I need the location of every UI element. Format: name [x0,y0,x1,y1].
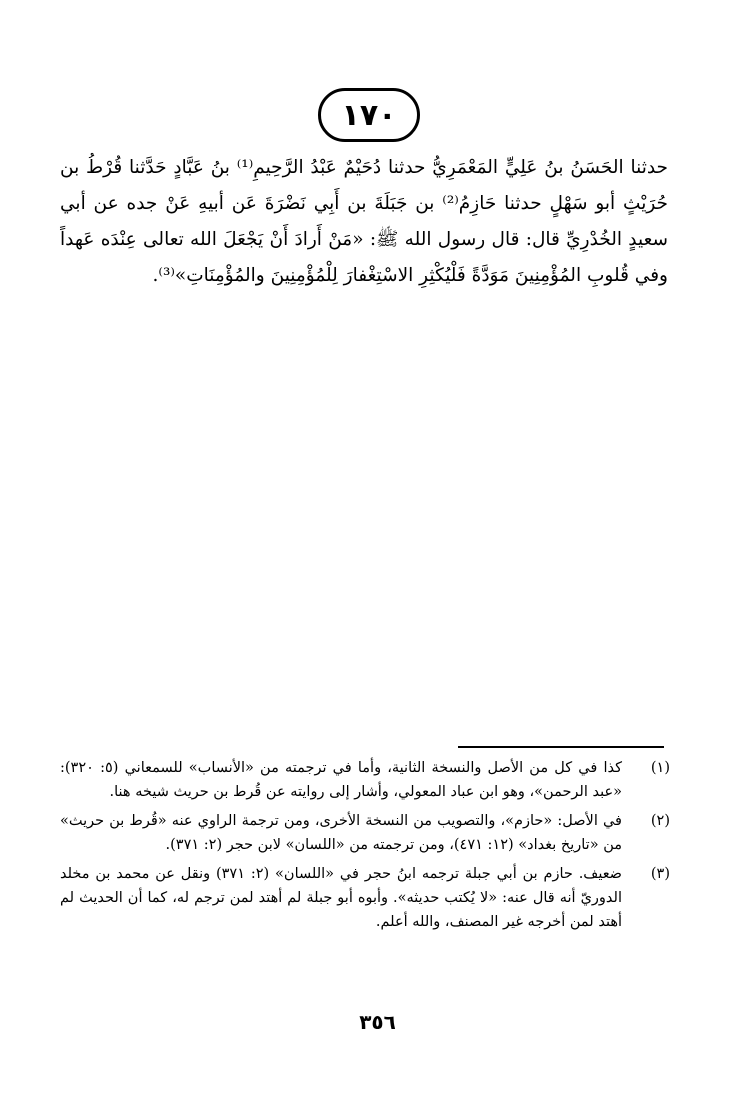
footnote-3 [60,862,670,934]
footnote-number: (٢) [650,813,670,829]
hadith-text: حدثنا الحَسَنُ بنُ عَلِيٍّ المَعْمَرِيُّ حدثنا دُحَيْمٌ عَبْدُ الرَّحِيمِ⁽¹⁾ بنُ عَبَّادٍ حَدَّثنا قُرْطُ بن حُرَيْثٍ أبو سَهْلٍ حدثنا حَازِمُ⁽²⁾ بن جَبَلَةَ بن أَبِي نَضْرَةَ عَن أبيهِ عَنْ جده عن أبي سعيدٍ الخُدْرِيِّ قال: قال رسول الله ﷺ: «مَنْ أَرادَ أَنْ يَجْعَلَ الله تعالى عِنْدَه عَهداً وفي قُلوبِ المُؤْمِنِينَ مَوَدَّةً فَلْيُكْثِرِ الاسْتِغْفارَ لِلْمُؤْمِنِينَ والمُؤْمِنَاتِ»⁽³⁾. [60,157,668,286]
footnotes-section [60,756,670,939]
footnote-text: في الأصل: «حازم»، والتصويب من النسخة الأخرى، ومن ترجمة الراوي عنه «قُرط بن حريث» من «تاريخ بغداد» (١٢: ٤٧١)، ومن ترجمته من «اللسان» لابن حجر (٢: ٣٧١). [60,813,622,853]
hadith-text-block [60,150,668,294]
page-number: ٣٥٦ [359,1010,396,1034]
footnote-2 [60,809,670,857]
hadith-number-badge: ١٧٠ [318,88,420,142]
footnote-number: (١) [650,760,670,776]
footnote-separator [458,746,664,748]
footnote-text: ضعيف. حازم بن أبي جبلة ترجمه ابنُ حجر في «اللسان» (٢: ٣٧١) ونقل عن محمد بن مخلد الدوريّ أنه قال عنه: «لا يُكتب حديثه». وأبوه أبو جبلة لم أهتد لمن ترجم له، كما أن الحديث لم أهتد لمن أخرجه غير المصنف، والله أعلم. [60,866,622,930]
footnote-text: كذا في كل من الأصل والنسخة الثانية، وأما في ترجمته من «الأنساب» للسمعاني (٥: ٣٢٠): «عبد الرحمن»، وهو ابن عباد المعولي، وأشار إلى روايته عن قُرط بن حريث شيخه هنا. [60,760,622,800]
footnote-1 [60,756,670,804]
footnote-number: (٣) [650,866,670,882]
